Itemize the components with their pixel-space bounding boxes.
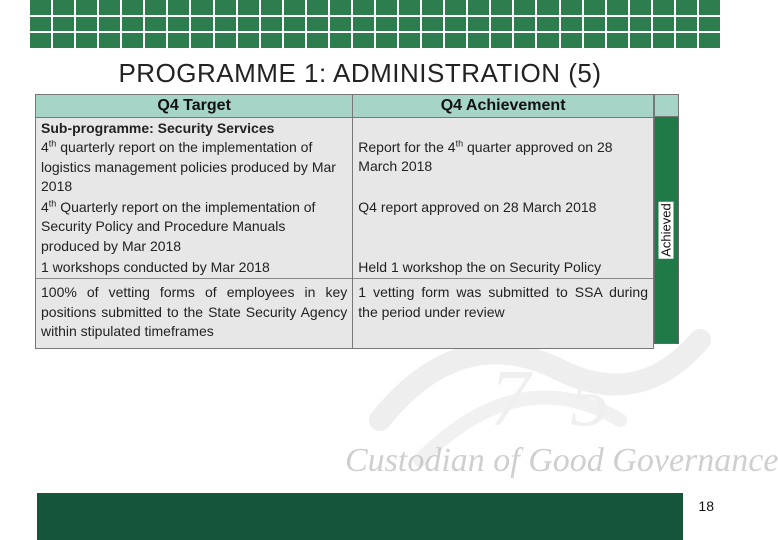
- achievement-text-1: Report for the 4th quarter approved on 28 March 2018: [358, 138, 613, 175]
- cell-achievement-row2: Q4 report approved on 28 March 2018: [353, 197, 654, 257]
- target-text-1: 4th quarterly report on the implementation of logistics management policies produced by Mar 2018: [41, 138, 336, 194]
- cell-achievement-row3: Held 1 workshop the on Security Policy: [353, 257, 654, 279]
- watermark-text: Custodian of Good Governance: [345, 442, 778, 479]
- achieved-header-strip: [654, 94, 679, 117]
- page-number: 18: [698, 498, 714, 514]
- cell-achievement-row4: 1 vetting form was submitted to SSA during the period under review: [353, 279, 654, 349]
- cell-target-row2: 4th Quarterly report on the implementation of Security Policy and Procedure Manuals produced by Mar 2018: [36, 197, 353, 257]
- svg-text:7: 7: [490, 355, 530, 443]
- header-mosaic-banner: [30, 0, 720, 48]
- subprogramme-heading: Sub-programme: Security Services: [41, 120, 275, 136]
- achieved-status-label: Achieved: [658, 203, 674, 257]
- svg-text:5: 5: [570, 355, 610, 443]
- cell-target-row1: [36, 118, 353, 198]
- page-title: PROGRAMME 1: ADMINISTRATION (5): [118, 58, 602, 88]
- cell-target-row4: 100% of vetting forms of employees in key positions submitted to the State Security Agency within stipulated timeframes: [36, 279, 353, 349]
- footer-bar: [37, 493, 683, 540]
- header-q4-achievement: Q4 Achievement: [353, 95, 654, 118]
- programme-table: [35, 94, 654, 349]
- header-q4-target: Q4 Target: [36, 95, 353, 118]
- cell-target-row3: 1 workshops conducted by Mar 2018: [36, 257, 353, 279]
- cell-achievement-row1: [353, 118, 654, 198]
